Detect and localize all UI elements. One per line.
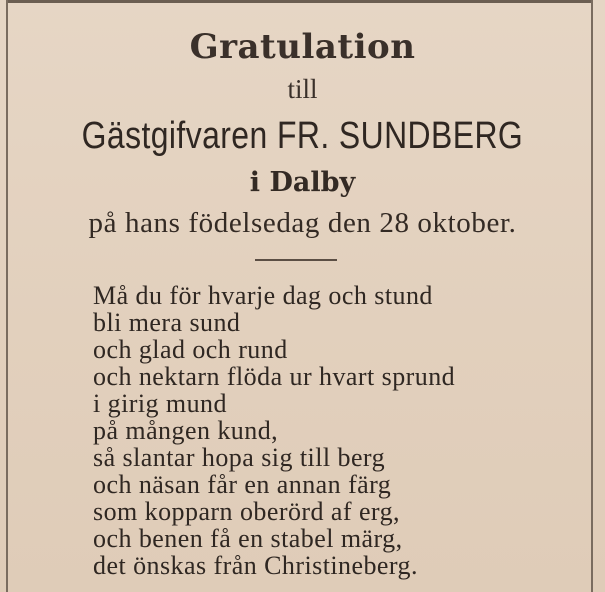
poem-line: så slantar hopa sig till berg	[93, 443, 386, 472]
poem-line: och näsan får en annan färg	[93, 470, 392, 499]
section-divider	[255, 259, 337, 261]
poem-line: och nektarn flöda ur hvart sprund	[93, 362, 456, 391]
poem-line: i girig mund	[93, 389, 227, 418]
recipient-name: Gästgifvaren FR. SUNDBERG	[81, 115, 524, 157]
notice-title: Gratulation	[189, 27, 416, 67]
recipient-place: i Dalby	[249, 167, 356, 198]
poem-line: det önskas från Christineberg.	[93, 551, 418, 580]
occasion-line: på hans födelsedag den 28 oktober.	[88, 207, 517, 239]
poem	[93, 282, 573, 579]
poem-line: och glad och rund	[93, 335, 288, 364]
top-border-rule	[8, 0, 591, 3]
poem-line: och benen få en stabel märg,	[93, 524, 403, 553]
poem-line: Må du för hvarje dag och stund	[93, 281, 433, 310]
notice-till: till	[287, 74, 318, 104]
poem-line: på mången kund,	[93, 416, 279, 445]
poem-line: som kopparn oberörd af erg,	[93, 497, 400, 526]
poem-line: bli mera sund	[93, 308, 241, 337]
